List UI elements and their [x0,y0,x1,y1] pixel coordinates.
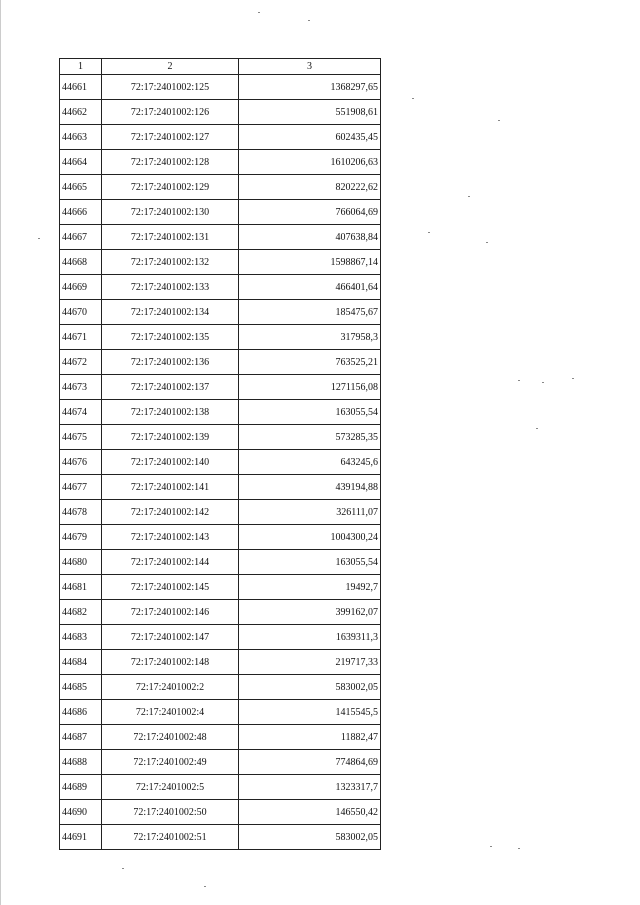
value-cell: 1415545,5 [239,700,381,725]
value-cell: 1271156,08 [239,375,381,400]
value-cell: 163055,54 [239,550,381,575]
value-cell: 774864,69 [239,750,381,775]
cadastral-table [59,58,381,850]
scan-speck [490,846,492,847]
scan-speck [542,382,544,383]
value-cell: 439194,88 [239,475,381,500]
cadastral-number-cell: 72:17:2401002:139 [102,425,239,450]
table-row [60,400,381,425]
row-number-cell: 44667 [60,225,102,250]
row-number-cell: 44690 [60,800,102,825]
cadastral-number-cell: 72:17:2401002:48 [102,725,239,750]
value-cell: 466401,64 [239,275,381,300]
cadastral-number-cell: 72:17:2401002:134 [102,300,239,325]
value-cell: 643245,6 [239,450,381,475]
value-cell: 763525,21 [239,350,381,375]
table-row [60,425,381,450]
scan-speck [258,12,260,13]
row-number-cell: 44685 [60,675,102,700]
scan-speck [572,378,574,379]
cadastral-number-cell: 72:17:2401002:136 [102,350,239,375]
row-number-cell: 44689 [60,775,102,800]
scan-speck [428,232,430,233]
value-cell: 1323317,7 [239,775,381,800]
value-cell: 146550,42 [239,800,381,825]
cadastral-number-cell: 72:17:2401002:138 [102,400,239,425]
value-cell: 583002,05 [239,675,381,700]
cadastral-number-cell: 72:17:2401002:4 [102,700,239,725]
table-row [60,525,381,550]
table-row [60,225,381,250]
table-row [60,700,381,725]
scan-speck [308,20,310,21]
table-row [60,300,381,325]
scan-speck [536,428,538,429]
row-number-cell: 44669 [60,275,102,300]
value-cell: 551908,61 [239,100,381,125]
table-row [60,550,381,575]
value-cell: 820222,62 [239,175,381,200]
value-cell: 185475,67 [239,300,381,325]
value-cell: 1004300,24 [239,525,381,550]
row-number-cell: 44678 [60,500,102,525]
table-row [60,600,381,625]
cadastral-number-cell: 72:17:2401002:128 [102,150,239,175]
row-number-cell: 44683 [60,625,102,650]
table-row [60,725,381,750]
table-row [60,825,381,850]
value-cell: 602435,45 [239,125,381,150]
column-header-3: 3 [239,59,381,75]
cadastral-number-cell: 72:17:2401002:140 [102,450,239,475]
row-number-cell: 44677 [60,475,102,500]
row-number-cell: 44681 [60,575,102,600]
row-number-cell: 44680 [60,550,102,575]
scan-speck [518,380,520,381]
scan-speck [498,120,500,121]
scan-speck [204,886,206,887]
row-number-cell: 44661 [60,75,102,100]
row-number-cell: 44691 [60,825,102,850]
value-cell: 573285,35 [239,425,381,450]
table-row [60,675,381,700]
table-row [60,250,381,275]
cadastral-number-cell: 72:17:2401002:5 [102,775,239,800]
value-cell: 1610206,63 [239,150,381,175]
row-number-cell: 44666 [60,200,102,225]
row-number-cell: 44674 [60,400,102,425]
cadastral-number-cell: 72:17:2401002:51 [102,825,239,850]
cadastral-number-cell: 72:17:2401002:137 [102,375,239,400]
scan-speck [38,238,40,239]
cadastral-number-cell: 72:17:2401002:133 [102,275,239,300]
row-number-cell: 44672 [60,350,102,375]
row-number-cell: 44673 [60,375,102,400]
table-row [60,475,381,500]
cadastral-number-cell: 72:17:2401002:147 [102,625,239,650]
table-row [60,175,381,200]
cadastral-number-cell: 72:17:2401002:129 [102,175,239,200]
value-cell: 583002,05 [239,825,381,850]
cadastral-number-cell: 72:17:2401002:141 [102,475,239,500]
scan-speck [486,242,488,243]
cadastral-number-cell: 72:17:2401002:146 [102,600,239,625]
cadastral-number-cell: 72:17:2401002:144 [102,550,239,575]
row-number-cell: 44670 [60,300,102,325]
table-row [60,275,381,300]
table-row [60,75,381,100]
table-row [60,800,381,825]
cadastral-number-cell: 72:17:2401002:143 [102,525,239,550]
row-number-cell: 44684 [60,650,102,675]
column-header-2: 2 [102,59,239,75]
table-row [60,350,381,375]
table-body [60,75,381,850]
table-row [60,150,381,175]
table-header-row [60,59,381,75]
cadastral-number-cell: 72:17:2401002:126 [102,100,239,125]
cadastral-number-cell: 72:17:2401002:130 [102,200,239,225]
value-cell: 11882,47 [239,725,381,750]
value-cell: 399162,07 [239,600,381,625]
table-row [60,125,381,150]
value-cell: 317958,3 [239,325,381,350]
row-number-cell: 44671 [60,325,102,350]
value-cell: 19492,7 [239,575,381,600]
scan-speck [412,98,414,99]
table-row [60,375,381,400]
cadastral-number-cell: 72:17:2401002:148 [102,650,239,675]
row-number-cell: 44675 [60,425,102,450]
cadastral-number-cell: 72:17:2401002:132 [102,250,239,275]
row-number-cell: 44662 [60,100,102,125]
table-row [60,625,381,650]
row-number-cell: 44663 [60,125,102,150]
scan-edge [0,0,1,905]
table-row [60,575,381,600]
value-cell: 1639311,3 [239,625,381,650]
value-cell: 163055,54 [239,400,381,425]
value-cell: 407638,84 [239,225,381,250]
scan-speck [122,868,124,869]
row-number-cell: 44687 [60,725,102,750]
scan-speck [518,848,520,849]
value-cell: 219717,33 [239,650,381,675]
table-row [60,450,381,475]
table-row [60,325,381,350]
cadastral-number-cell: 72:17:2401002:49 [102,750,239,775]
cadastral-number-cell: 72:17:2401002:125 [102,75,239,100]
cadastral-number-cell: 72:17:2401002:50 [102,800,239,825]
row-number-cell: 44664 [60,150,102,175]
table-row [60,500,381,525]
cadastral-number-cell: 72:17:2401002:127 [102,125,239,150]
table-row [60,750,381,775]
cadastral-number-cell: 72:17:2401002:135 [102,325,239,350]
table-row [60,100,381,125]
scan-speck [468,196,470,197]
table-row [60,775,381,800]
row-number-cell: 44679 [60,525,102,550]
column-header-1: 1 [60,59,102,75]
row-number-cell: 44686 [60,700,102,725]
cadastral-number-cell: 72:17:2401002:142 [102,500,239,525]
value-cell: 326111,07 [239,500,381,525]
cadastral-number-cell: 72:17:2401002:131 [102,225,239,250]
row-number-cell: 44688 [60,750,102,775]
table-row [60,200,381,225]
row-number-cell: 44682 [60,600,102,625]
value-cell: 766064,69 [239,200,381,225]
cadastral-number-cell: 72:17:2401002:145 [102,575,239,600]
value-cell: 1598867,14 [239,250,381,275]
row-number-cell: 44676 [60,450,102,475]
cadastral-number-cell: 72:17:2401002:2 [102,675,239,700]
row-number-cell: 44668 [60,250,102,275]
value-cell: 1368297,65 [239,75,381,100]
table-row [60,650,381,675]
row-number-cell: 44665 [60,175,102,200]
